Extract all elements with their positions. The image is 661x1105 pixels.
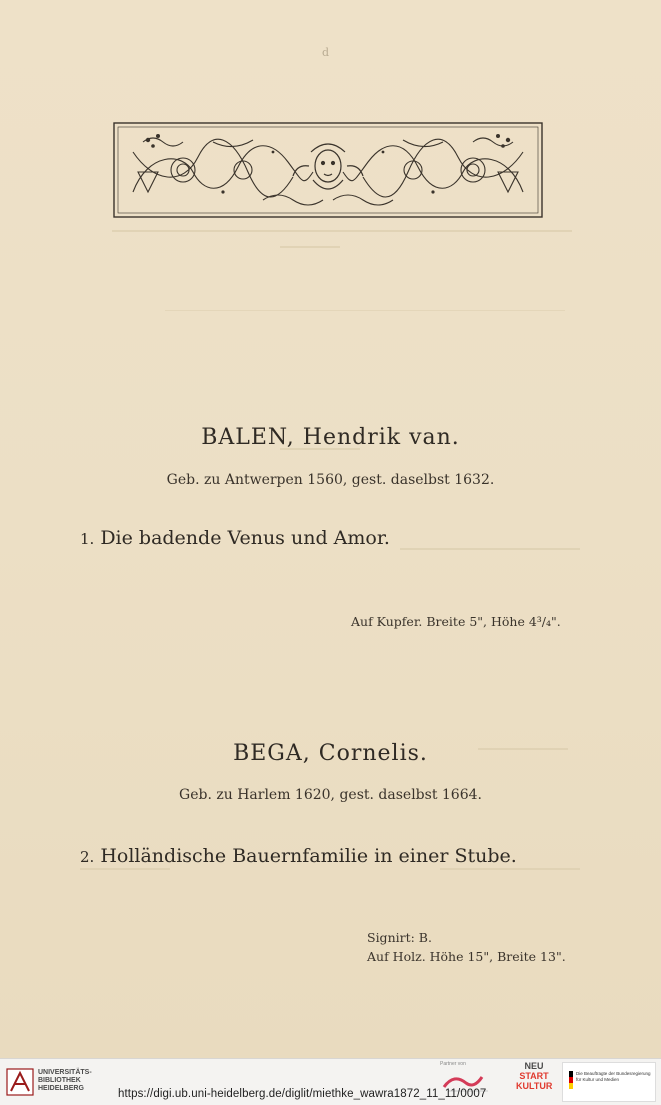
artist-name: BEGA, Cornelis. bbox=[233, 741, 428, 766]
institution-name[interactable]: UNIVERSITÄTS- BIBLIOTHEK HEIDELBERG bbox=[38, 1069, 92, 1092]
bkm-logo[interactable] bbox=[562, 1062, 656, 1102]
work-number: 1. bbox=[80, 530, 95, 548]
work-note: Auf Holz. Höhe 15", Breite 13". bbox=[367, 949, 566, 964]
partner-label: Partner von bbox=[440, 1061, 466, 1067]
artist-birth-death: Geb. zu Harlem 1620, gest. daselbst 1664. bbox=[179, 787, 482, 803]
mask-face-icon bbox=[293, 144, 363, 189]
work-number: 2. bbox=[80, 848, 95, 866]
work-entry bbox=[80, 527, 390, 549]
page-mark: d bbox=[322, 46, 330, 59]
artist-name: BALEN, Hendrik van. bbox=[201, 425, 460, 450]
bkm-text: Die Beauftragte der Bundesregierung für Kultur und Medien bbox=[576, 1071, 651, 1082]
page-url-link[interactable]: https://digi.ub.uni-heidelberg.de/diglit/miethke_wawra1872_11_11/0007 bbox=[118, 1088, 487, 1100]
university-seal-icon[interactable] bbox=[6, 1068, 34, 1096]
work-note: Signirt: B. bbox=[367, 930, 432, 945]
work-note: Auf Kupfer. Breite 5", Höhe 4³/₄". bbox=[351, 614, 561, 629]
ornamental-header-vignette bbox=[113, 122, 543, 218]
viewer-footer bbox=[0, 1058, 661, 1105]
work-title: Holländische Bauernfamilie in einer Stube. bbox=[100, 845, 517, 867]
german-flag-icon bbox=[569, 1071, 573, 1089]
work-title: Die badende Venus und Amor. bbox=[100, 527, 390, 549]
artist-birth-death: Geb. zu Antwerpen 1560, gest. daselbst 1632. bbox=[166, 472, 495, 488]
neustart-kultur-logo[interactable]: NEU START KULTUR bbox=[516, 1061, 553, 1091]
work-entry bbox=[80, 845, 517, 867]
